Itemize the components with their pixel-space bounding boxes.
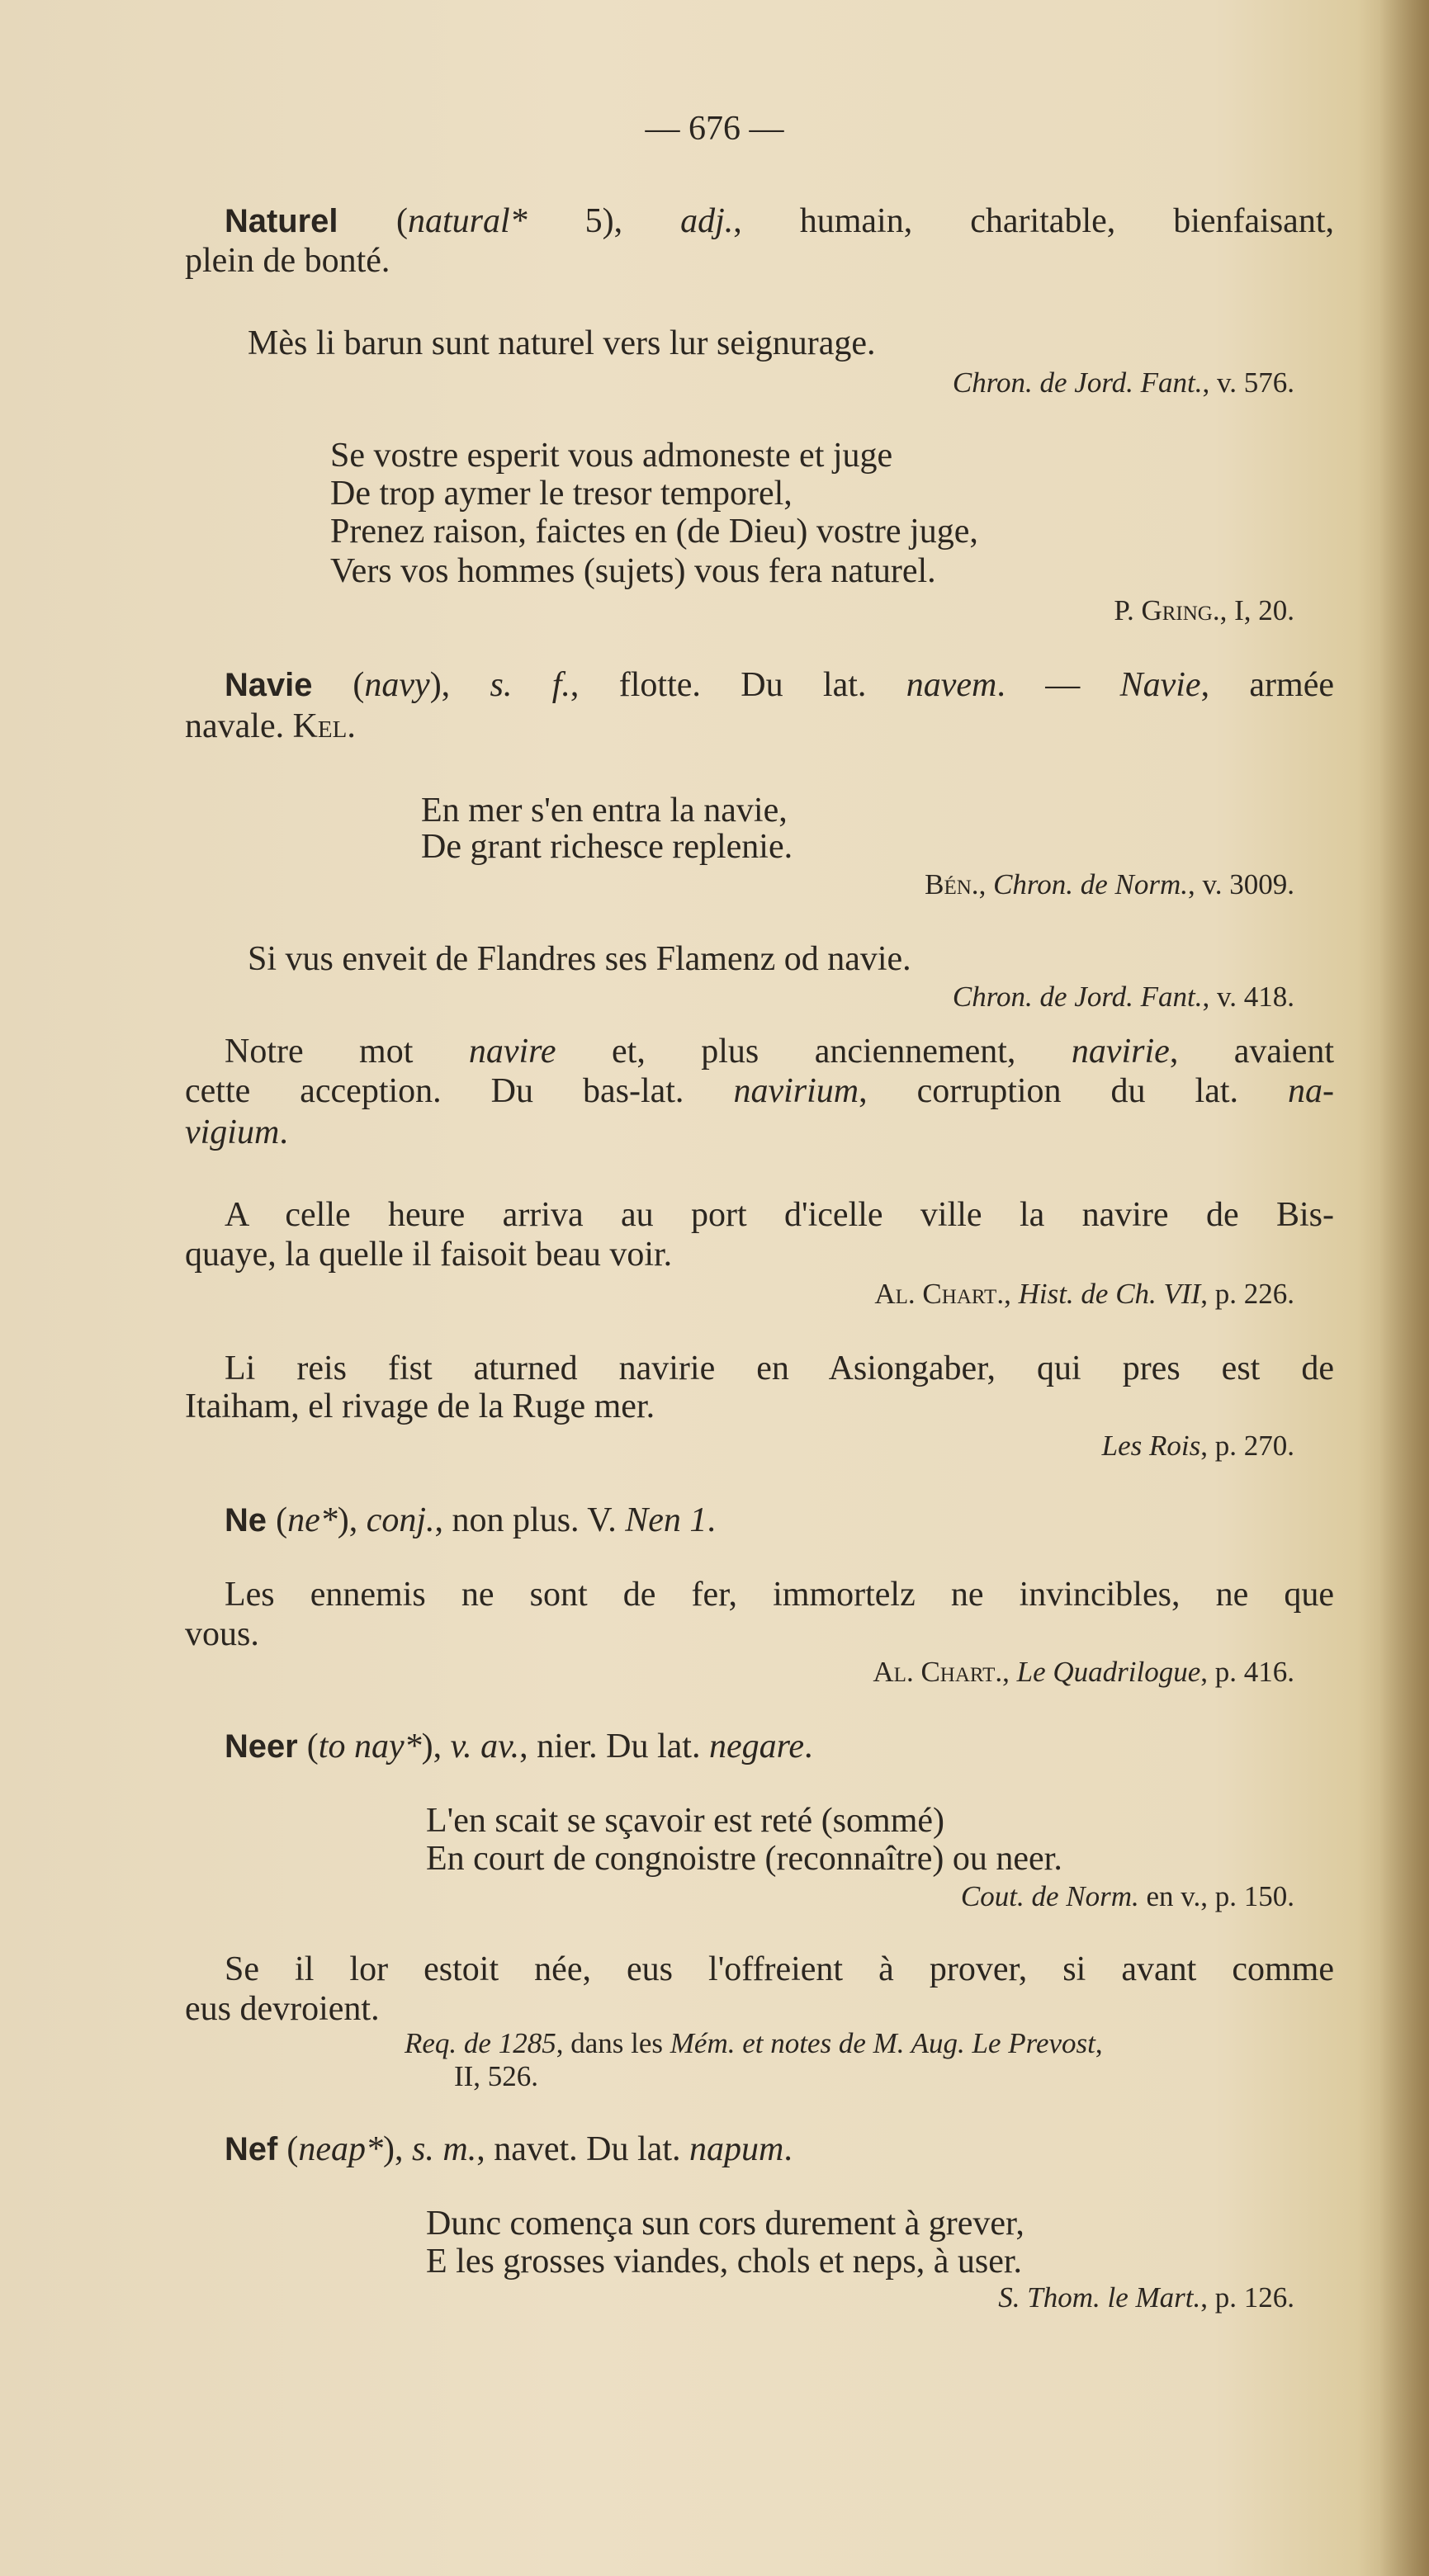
citation-line: [454, 2057, 1294, 2096]
text-line: [225, 1195, 1334, 1235]
text-line: [225, 1032, 1334, 1071]
text-line: [426, 2204, 1334, 2243]
citation-line: [185, 1274, 1294, 1314]
text-segment: et, plus anciennement,: [556, 1033, 1072, 1071]
text-segment: , v. 576.: [1202, 366, 1294, 399]
text-line: [421, 827, 1334, 867]
citation-line: [185, 977, 1294, 1017]
text-segment: Se il lor estoit née, eus l'offreient à prover, si avant comme: [225, 1950, 1334, 1988]
citation-line: [185, 1877, 1294, 1917]
text-segment: .: [279, 1113, 288, 1151]
italic-text: Cout. de Norm.: [960, 1880, 1139, 1912]
text-segment: Li reis fist aturned navirie en Asiongaber, qui pres est de: [225, 1349, 1334, 1387]
text-segment: ),: [383, 2130, 413, 2168]
italic-text: ne*: [287, 1501, 338, 1539]
text-line: [225, 1575, 1334, 1614]
text-line: [426, 1839, 1334, 1879]
text-segment: navale.: [185, 707, 293, 745]
italic-text: Le Quadrilogue: [1016, 1656, 1201, 1688]
italic-text: Hist. de Ch. VII: [1018, 1278, 1201, 1310]
page-number: — 676 —: [645, 110, 784, 148]
text-segment: , navet. Du lat.: [476, 2130, 689, 2168]
text-segment: ),: [429, 666, 490, 704]
text-line: [426, 2242, 1334, 2281]
page-edge-shadow: [1379, 0, 1429, 2576]
text-line: [185, 1989, 1334, 2029]
text-segment: , corruption du lat.: [859, 1072, 1289, 1110]
headword: Ne: [225, 1502, 277, 1539]
text-line: [330, 474, 1334, 513]
citation-line: [185, 1652, 1294, 1692]
italic-text: navem: [906, 666, 997, 704]
text-line: [330, 512, 1334, 551]
text-segment: , p. 126.: [1200, 2281, 1294, 2314]
text-segment: , I, 20.: [1219, 594, 1294, 626]
text-segment: (: [286, 2130, 299, 2168]
citation-line: [185, 865, 1294, 905]
text-segment: II, 526.: [454, 2060, 539, 2092]
entry-headline: [225, 665, 1334, 705]
text-segment: En court de congnoistre (reconnaître) ou neer.: [426, 1840, 1062, 1878]
italic-text: natural*: [408, 202, 585, 240]
text-line: [248, 324, 1334, 363]
text-segment: , v. 418.: [1202, 981, 1294, 1013]
text-line: [185, 1235, 1334, 1274]
text-line: [185, 1387, 1334, 1426]
text-segment: .: [804, 1728, 813, 1765]
text-segment: (: [306, 1728, 319, 1765]
text-segment: Si vus enveit de Flandres ses Flamenz od navie.: [248, 940, 911, 978]
entry-headline: [225, 1501, 1334, 1540]
text-segment: cette acception. Du bas-lat.: [185, 1072, 734, 1110]
headword: Navie: [225, 667, 353, 703]
citation-line: [185, 591, 1294, 631]
text-segment: ,: [1095, 2027, 1103, 2059]
text-segment: en v., p. 150.: [1138, 1880, 1294, 1912]
text-segment: (: [276, 1501, 288, 1539]
italic-text: navirie: [1071, 1033, 1170, 1071]
italic-text: napum: [688, 2130, 784, 2168]
text-segment: Prenez raison, faictes en (de Dieu) vostre juge,: [330, 513, 978, 551]
text-segment: , nier. Du lat.: [519, 1728, 709, 1765]
text-segment: 5),: [584, 202, 681, 240]
headword: Nef: [225, 2131, 287, 2167]
text-segment: , armée: [1200, 666, 1334, 704]
text-segment: L'en scait se sçavoir est reté (sommé): [426, 1802, 944, 1840]
text-line: [421, 791, 1334, 830]
italic-text: navirium: [733, 1072, 859, 1110]
italic-text: adj.: [680, 202, 734, 240]
author-abbrev: Kel.: [292, 707, 356, 745]
text-segment: ,: [1004, 1278, 1019, 1310]
text-line: [248, 939, 1334, 979]
text-segment: vous.: [185, 1615, 259, 1653]
text-segment: , humain, charitable, bienfaisant,: [733, 202, 1334, 240]
text-line: [185, 1113, 1334, 1152]
italic-text: Les Rois: [1101, 1430, 1201, 1462]
text-segment: (: [396, 202, 408, 240]
text-segment: Dunc comença sun cors durement à grever,: [426, 2205, 1024, 2243]
text-segment: ,: [978, 868, 994, 900]
italic-text: v. av.: [450, 1728, 520, 1765]
italic-text: Chron. de Jord. Fant.: [952, 981, 1203, 1013]
text-segment: , avaient: [1169, 1033, 1334, 1071]
text-segment: plein de bonté.: [185, 242, 390, 280]
text-segment: A celle heure arriva au port d'icelle ville la navire de Bis-: [225, 1196, 1334, 1234]
italic-text: neap*: [298, 2130, 384, 2168]
text-segment: Les ennemis ne sont de fer, immortelz ne invincibles, ne que: [225, 1576, 1334, 1614]
text-segment: . —: [996, 666, 1120, 704]
italic-text: Nen 1: [625, 1501, 707, 1539]
italic-text: to nay*: [318, 1728, 422, 1765]
italic-text: Mém. et notes de M. Aug. Le Prevost: [670, 2027, 1095, 2059]
citation-line: [185, 1426, 1294, 1466]
text-segment: E les grosses viandes, chols et neps, à user.: [426, 2243, 1023, 2281]
entry-headline: [225, 1727, 1334, 1766]
text-segment: ),: [421, 1728, 451, 1765]
text-segment: .: [707, 1501, 716, 1539]
italic-text: Req. de 1285: [405, 2027, 556, 2059]
text-segment: ,: [1002, 1656, 1017, 1688]
text-segment: , p. 416.: [1200, 1656, 1294, 1688]
italic-text: navy: [364, 666, 430, 704]
text-line: [330, 551, 1334, 591]
italic-text: navire: [468, 1033, 556, 1071]
text-segment: , flotte. Du lat.: [570, 666, 906, 704]
text-segment: Vers vos hommes (sujets) vous fera naturel.: [330, 552, 936, 590]
text-segment: De trop aymer le tresor temporel,: [330, 475, 793, 513]
italic-text: conj.: [366, 1501, 435, 1539]
citation-line: [185, 2278, 1294, 2318]
italic-text: s. m.: [412, 2130, 477, 2168]
text-line: [225, 1349, 1334, 1388]
italic-text: s. f.: [490, 666, 570, 704]
author-abbrev: Bén.: [925, 868, 979, 900]
text-segment: , p. 226.: [1200, 1278, 1294, 1310]
author-abbrev: Al. Chart.: [873, 1656, 1003, 1688]
entry-headline: [225, 201, 1334, 241]
text-segment: Se vostre esperit vous admoneste et juge: [330, 437, 893, 475]
text-segment: .: [783, 2130, 793, 2168]
italic-text: Chron. de Norm.: [993, 868, 1189, 900]
text-segment: , non plus. V.: [434, 1501, 626, 1539]
text-segment: (: [353, 666, 365, 704]
italic-text: Navie: [1119, 666, 1201, 704]
italic-text: vigium: [185, 1113, 280, 1151]
text-line: [185, 1071, 1334, 1111]
text-segment: Itaiham, el rivage de la Ruge mer.: [185, 1387, 655, 1425]
text-segment: Mès li barun sunt naturel vers lur seignurage.: [248, 324, 876, 362]
text-line: [185, 1614, 1334, 1654]
text-line: [330, 436, 1334, 475]
text-line: [225, 1950, 1334, 1989]
author-abbrev: P. Gring.: [1114, 594, 1220, 626]
text-segment: En mer s'en entra la navie,: [421, 792, 788, 830]
text-segment: ),: [337, 1501, 367, 1539]
text-segment: , v. 3009.: [1188, 868, 1294, 900]
text-segment: eus devroient.: [185, 1990, 380, 2028]
italic-text: negare: [708, 1728, 805, 1765]
text-line: [185, 241, 1334, 281]
headword: Neer: [225, 1728, 307, 1765]
text-segment: , p. 270.: [1200, 1430, 1294, 1462]
citation-line: [185, 363, 1294, 403]
text-segment: , dans les: [556, 2027, 670, 2059]
text-line: [426, 1801, 1334, 1841]
headword: Naturel: [225, 203, 396, 239]
italic-text: Chron. de Jord. Fant.: [952, 366, 1203, 399]
italic-text: S. Thom. le Mart.: [998, 2281, 1201, 2314]
italic-text: na-: [1288, 1072, 1334, 1110]
entry-headline: [225, 2129, 1334, 2169]
text-line: [185, 707, 1334, 746]
text-segment: quaye, la quelle il faisoit beau voir.: [185, 1236, 673, 1274]
text-segment: Notre mot: [225, 1033, 469, 1071]
text-segment: De grant richesce replenie.: [421, 828, 793, 866]
author-abbrev: Al. Chart.: [874, 1278, 1005, 1310]
